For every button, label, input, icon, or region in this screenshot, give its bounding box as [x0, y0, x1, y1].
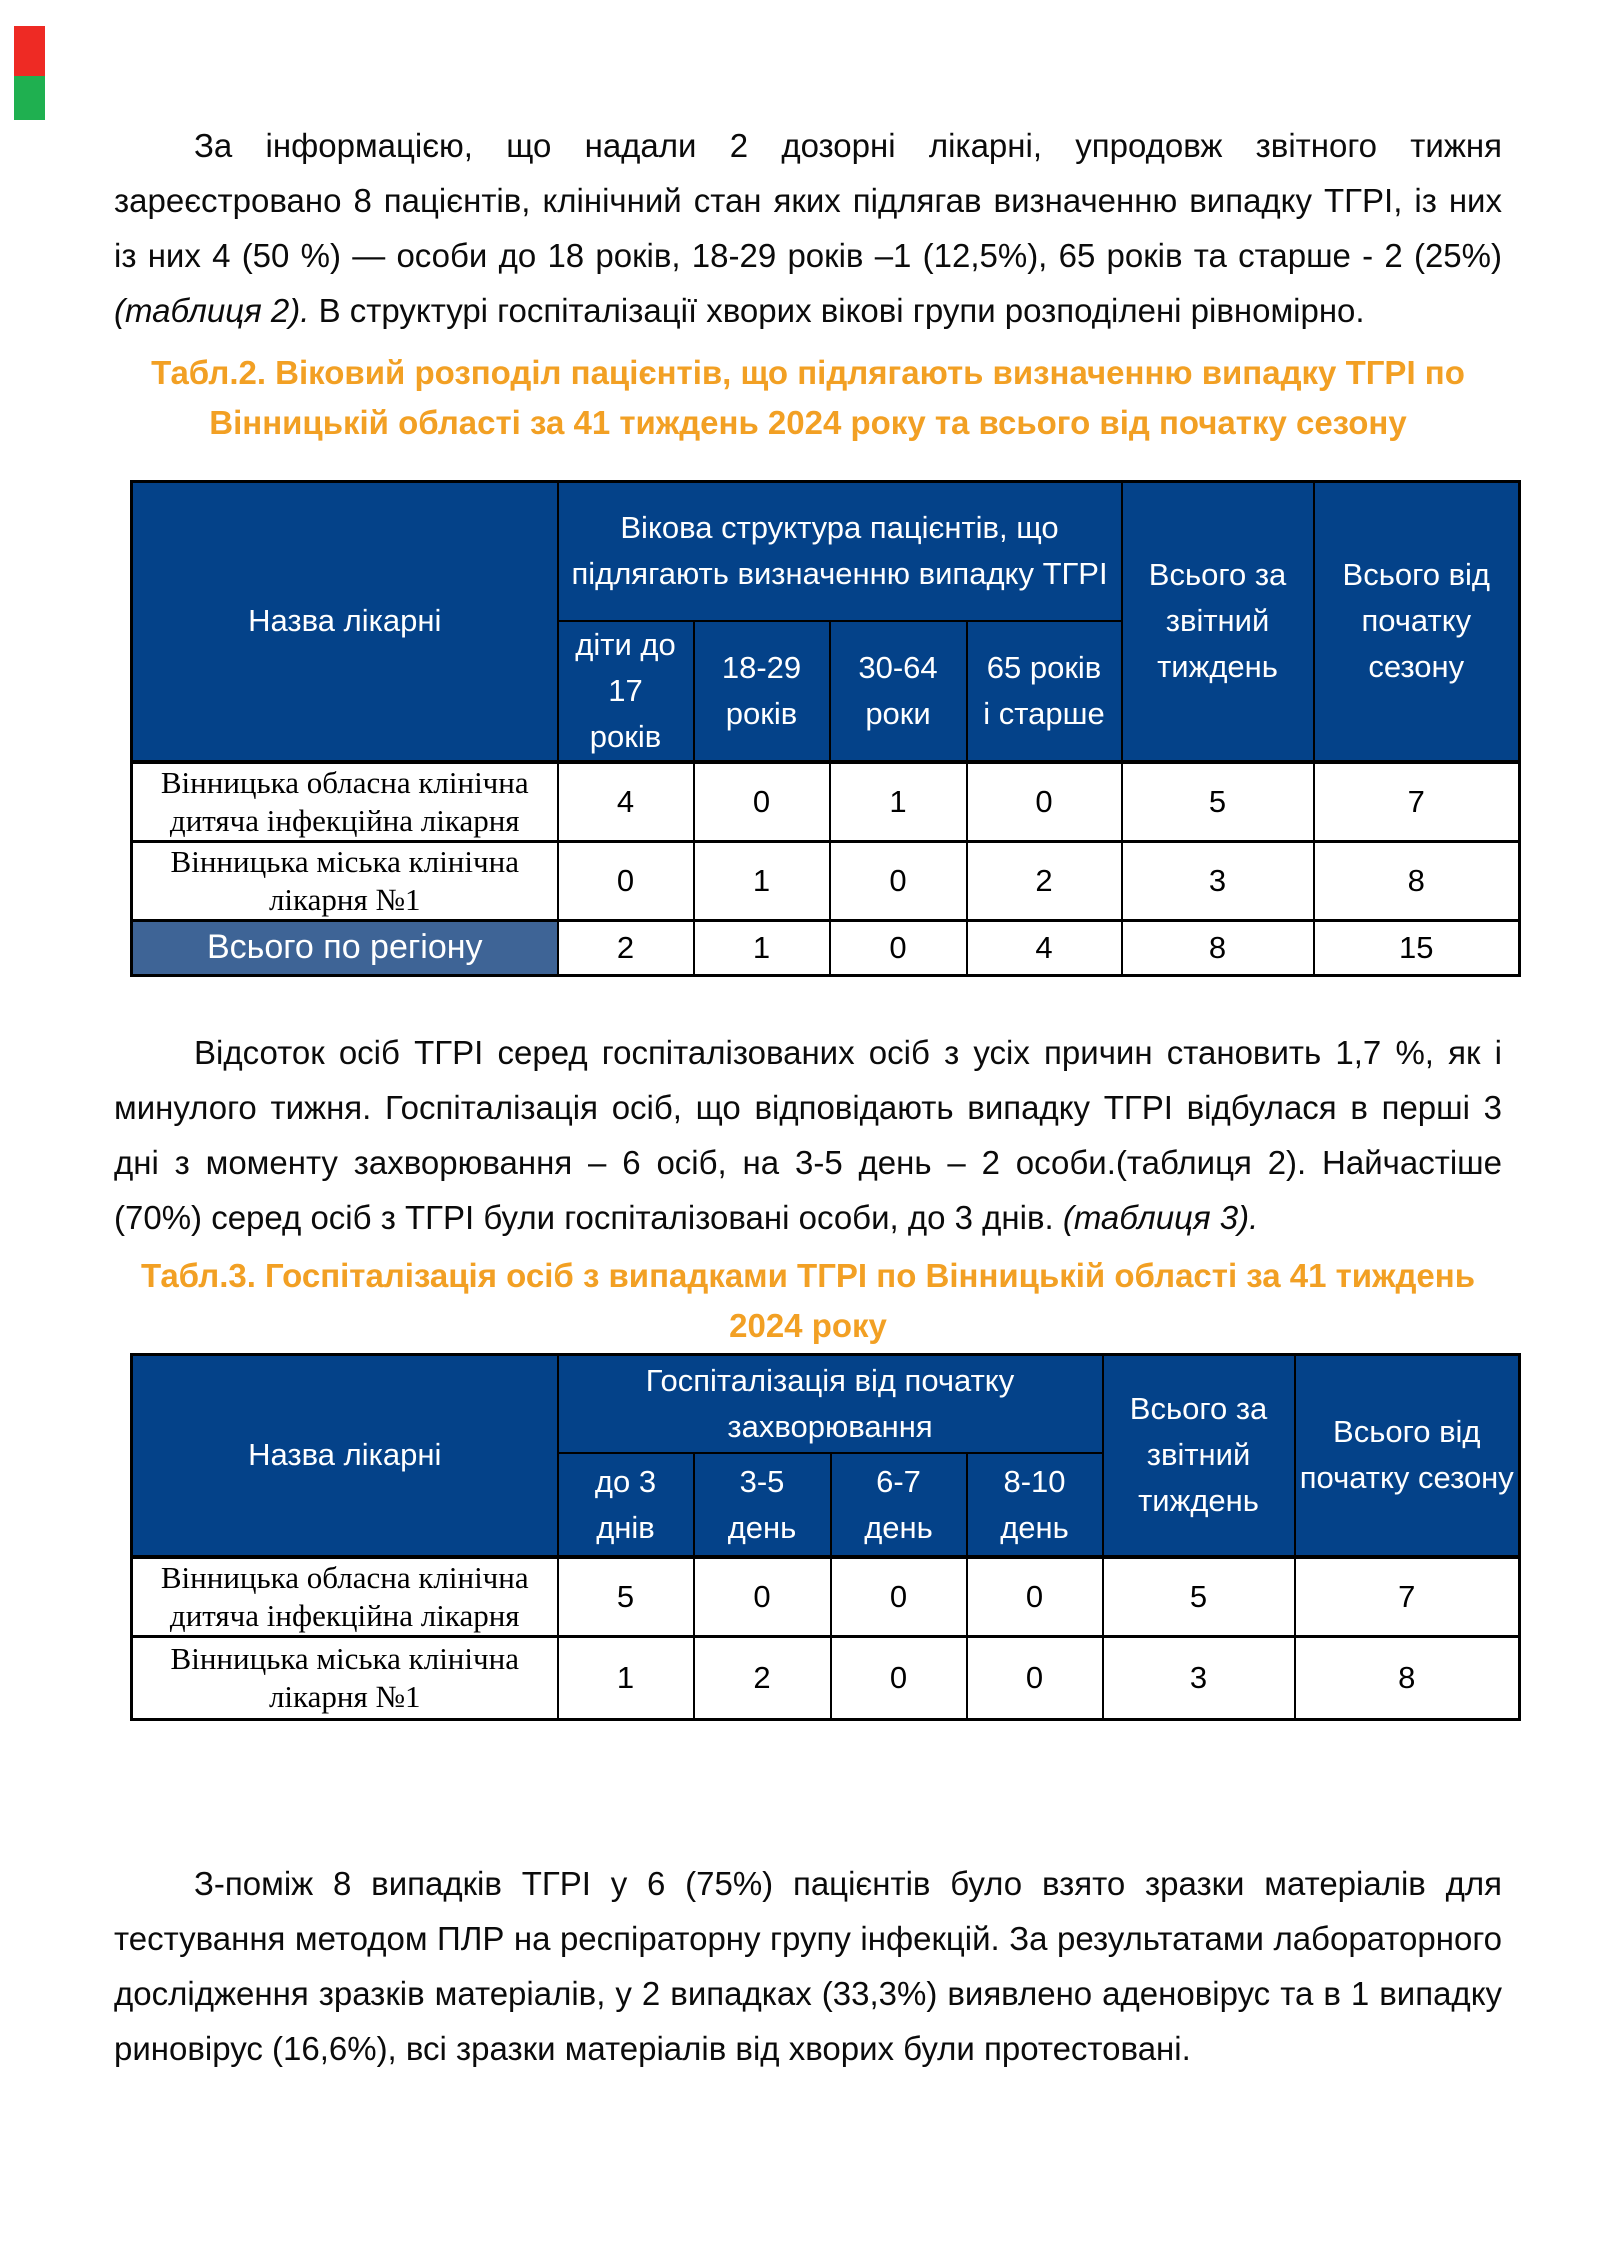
paragraph-intro-table-ref: (таблиця 2). [114, 292, 310, 329]
table2-subheader-65-plus: 65 років і старше [967, 621, 1122, 762]
table3-cell-week-total: 3 [1103, 1637, 1295, 1720]
table2-cell: 2 [967, 841, 1122, 920]
table2-cell-week-total: 5 [1122, 762, 1314, 842]
table3-column-header-week-total: Всього за звітний тиждень [1103, 1354, 1295, 1557]
paragraph-hospitalization-text: Відсоток осіб ТГРІ серед госпіталізованих осіб з усіх причин становить 1,7 %, як і минулого тижня. Госпіталізація осіб, що відповідають випадку ТГРІ відбулася в перші 3 дні з моменту захворювання – 6 осіб, на 3-5 день – 2 особи.(таблиця 2). Найчастіше (70%) серед осіб з ТГРІ були госпіталізовані особи, до 3 днів. [114, 1033, 1502, 1236]
table2-row-oblast-hospital [132, 762, 1520, 842]
paragraph-intro [114, 118, 1502, 338]
table2-cell: 0 [830, 841, 967, 920]
red-mark-artifact [14, 26, 45, 76]
table3-column-group-header: Госпіталізація від початку захворювання [558, 1354, 1103, 1453]
table3-subheader-6-7-day: 6-7 день [831, 1453, 967, 1557]
table3-column-header-season-total: Всього від початку сезону [1295, 1354, 1520, 1557]
paragraph-hospitalization-table-ref: (таблиця 3). [1062, 1198, 1259, 1236]
table3 [130, 1353, 1521, 1722]
table2-subheader-children: діти до 17 років [558, 621, 694, 762]
table2-total-cell: 1 [694, 920, 830, 975]
table2-cell: 1 [830, 762, 967, 842]
paragraph-hospitalization [114, 1025, 1502, 1245]
table2-total-cell: 4 [967, 920, 1122, 975]
table2-total-cell-week: 8 [1122, 920, 1314, 975]
table2-column-group-header: Вікова структура пацієнтів, що підлягають визначенню випадку ТГРІ [558, 482, 1122, 621]
table3-cell-season-total: 8 [1295, 1637, 1520, 1720]
table2-title: Табл.2. Віковий розподіл пацієнтів, що підлягають визначенню випадку ТГРІ по Вінницькій області за 41 тиждень 2024 року та всього від початку сезону [151, 354, 1465, 441]
table2-hospital-name: Вінницька обласна клінічна дитяча інфекційна лікарня [132, 762, 558, 842]
table2-cell: 0 [694, 762, 830, 842]
table2-hospital-name: Вінницька міська клінічна лікарня №1 [132, 841, 558, 920]
table2-header-group-row [132, 482, 1520, 621]
table2-cell: 0 [967, 762, 1122, 842]
table3-cell: 0 [694, 1557, 831, 1637]
table3-subheader-3-5-day: 3-5 день [694, 1453, 831, 1557]
table3-subheader-8-10-day: 8-10 день [967, 1453, 1103, 1557]
table2-column-header-season-total: Всього від початку сезону [1314, 482, 1520, 762]
table3-hospital-name: Вінницька міська клінічна лікарня №1 [132, 1637, 558, 1720]
table2-row-city-hospital [132, 841, 1520, 920]
table3-cell: 2 [694, 1637, 831, 1720]
table3-cell: 0 [967, 1637, 1103, 1720]
table2-column-header-hospital-name: Назва лікарні [132, 482, 558, 762]
table3-cell: 0 [831, 1557, 967, 1637]
green-mark-artifact [14, 76, 45, 120]
table2-cell-season-total: 8 [1314, 841, 1520, 920]
table2-cell: 1 [694, 841, 830, 920]
table3-cell: 0 [831, 1637, 967, 1720]
table3-cell: 5 [558, 1557, 694, 1637]
table2-total-row [132, 920, 1520, 975]
table3-hospital-name: Вінницька обласна клінічна дитяча інфекційна лікарня [132, 1557, 558, 1637]
table2-cell-season-total: 7 [1314, 762, 1520, 842]
table2-total-cell: 0 [830, 920, 967, 975]
table3-row-oblast-hospital [132, 1557, 1520, 1637]
table2-column-header-week-total: Всього за звітний тиждень [1122, 482, 1314, 762]
table2 [130, 480, 1521, 977]
table3-title: Табл.3. Госпіталізація осіб з випадками ТГРІ по Вінницькій області за 41 тиждень 2024 року [140, 1256, 1476, 1344]
table2-cell-week-total: 3 [1122, 841, 1314, 920]
table2-cell: 4 [558, 762, 694, 842]
paragraph-intro-text: За інформацією, що надали 2 дозорні лікарні, упродовж звітного тижня зареєстровано 8 пацієнтів, клінічний стан яких підлягав визначенню випадку ТГРІ, із них із них 4 (50 %) — особи до 18 років, 18-29 років –1 (12,5%), 65 років та старше - 2 (25%) [114, 127, 1502, 274]
table3-header-group-row [132, 1354, 1520, 1453]
paragraph-lab-results: З-поміж 8 випадків ТГРІ у 6 (75%) пацієнтів було взято зразки матеріалів для тестування методом ПЛР на респіраторну групу інфекцій. За результатами лабораторного дослідження зразків матеріалів, у 2 випадках (33,3%) виявлено аденовірус та в 1 випадку риновірус (16,6%), всі зразки матеріалів від хворих були протестовані. [114, 1865, 1502, 2067]
table2-total-label: Всього по регіону [132, 920, 558, 975]
table2-subheader-30-64: 30-64 роки [830, 621, 967, 762]
table3-cell: 1 [558, 1637, 694, 1720]
table3-cell: 0 [967, 1557, 1103, 1637]
table2-cell: 0 [558, 841, 694, 920]
table2-total-cell: 2 [558, 920, 694, 975]
table2-subheader-18-29: 18-29 років [694, 621, 830, 762]
table3-cell-season-total: 7 [1295, 1557, 1520, 1637]
table3-row-city-hospital [132, 1637, 1520, 1720]
table3-subheader-under-3-days: до 3 днів [558, 1453, 694, 1557]
table2-total-cell-season: 15 [1314, 920, 1520, 975]
table3-column-header-hospital-name: Назва лікарні [132, 1354, 558, 1557]
table3-cell-week-total: 5 [1103, 1557, 1295, 1637]
paragraph-intro-tail: В структурі госпіталізації хворих вікові групи розподілені рівномірно. [309, 292, 1365, 329]
